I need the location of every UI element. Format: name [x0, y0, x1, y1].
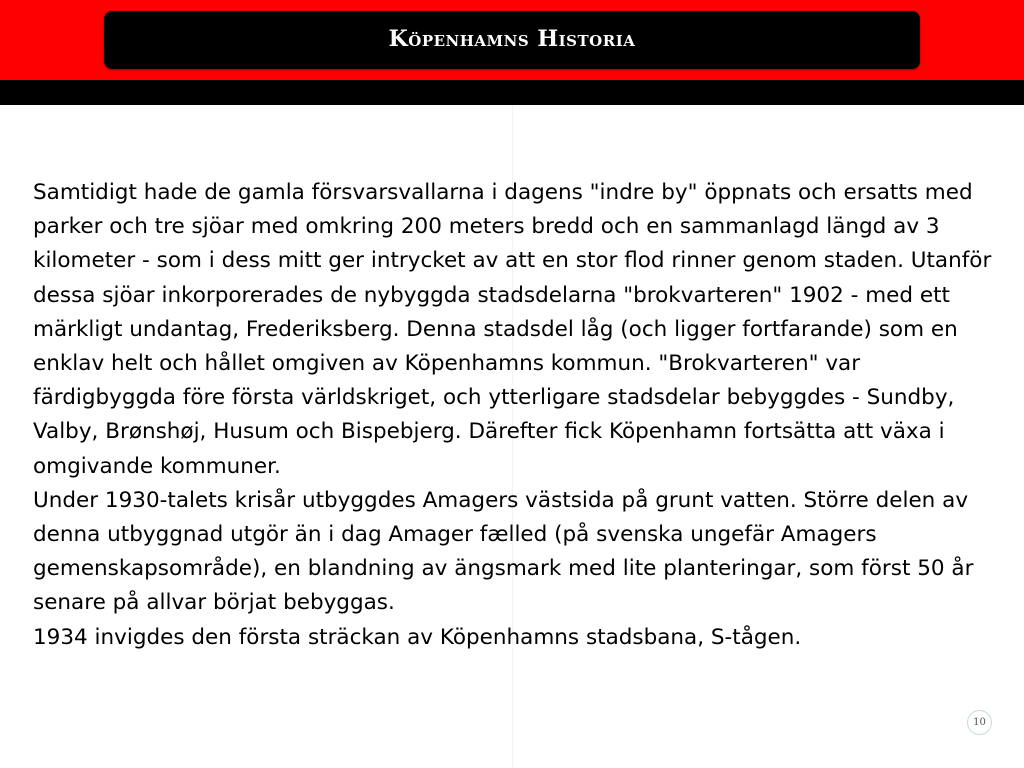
slide-body	[33, 176, 1003, 655]
page-number-badge	[967, 710, 992, 735]
paragraph-1: Samtidigt hade de gamla försvarsvallarna i dagens "indre by" öppnats och ersatts med parker och tre sjöar med omkring 200 meters bredd och en sammanlagd längd av 3 kilometer - som i dess mitt ger intrycket av att en stor flod rinner genom staden. Utanför dessa sjöar inkorporerades de nybyggda stadsdelarna "brokvarteren" 1902 - med ett märkligt undantag, Frederiksberg. Denna stadsdel låg (och ligger fortfarande) som en enklav helt och hållet omgiven av Köpenhamns kommun. "Brokvarteren" var färdigbyggda före första världskriget, och ytterligare stadsdelar bebyggdes - Sundby, Valby, Brønshøj, Husum och Bispebjerg. Därefter fick Köpenhamn fortsätta att växa i omgivande kommuner.	[33, 180, 992, 479]
header-black-band	[0, 80, 1024, 105]
paragraph-3: 1934 invigdes den första sträckan av Köpenhamns stadsbana, S-tågen.	[33, 624, 802, 650]
slide-title: Köpenhamns Historia	[388, 26, 636, 52]
title-bar	[104, 11, 920, 69]
page-number: 10	[973, 717, 986, 728]
paragraph-2: Under 1930-talets krisår utbyggdes Amagers västsida på grunt vatten. Större delen av denna utbyggnad utgör än i dag Amager fælled (på svenska ungefär Amagers gemenskapsområde), en blandning av ängsmark med lite planteringar, som först 50 år senare på allvar börjat bebyggas.	[33, 487, 974, 616]
